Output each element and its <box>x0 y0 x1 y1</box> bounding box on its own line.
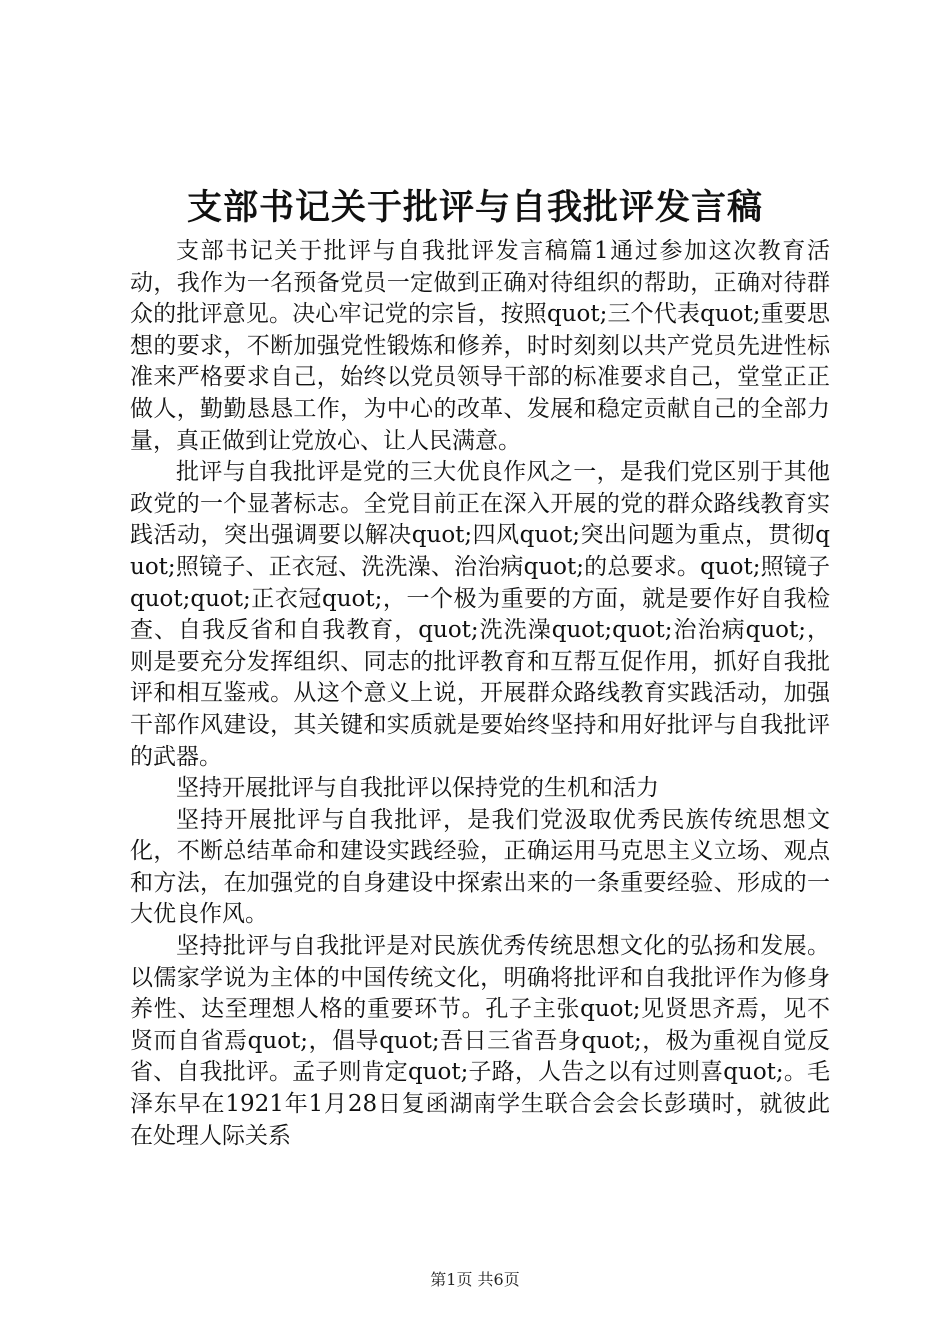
paragraph: 坚持批评与自我批评是对民族优秀传统思想文化的弘扬和发展。以儒家学说为主体的中国传统文化，明确将批评和自我批评作为修身养性、达至理想人格的重要环节。孔子主张quot;见贤思齐焉，见不贤而自省焉quot;，倡导quot;吾日三省吾身quot;，极为重视自觉反省、自我批评。孟子则肯定quot;子路，人告之以有过则喜quot;。毛泽东早在1921年1月28日复函湖南学生联合会会长彭璜时，就彼此在处理人际关系 <box>130 933 830 1149</box>
paragraph: 批评与自我批评是党的三大优良作风之一，是我们党区别于其他政党的一个显著标志。全党目前正在深入开展的党的群众路线教育实践活动，突出强调要以解决quot;四风quot;突出问题为重点，贯彻quot;照镜子、正衣冠、洗洗澡、治治病quot;的总要求。quot;照镜子quot;quot;正衣冠quot;，一个极为重要的方面，就是要作好自我检查、自我反省和自我教育，quot;洗洗澡quot;quot;治治病quot;，则是要充分发挥组织、同志的批评教育和互帮互促作用，抓好自我批评和相互鉴戒。从这个意义上说，开展群众路线教育实践活动，加强干部作风建设，其关键和实质就是要始终坚持和用好批评与自我批评的武器。 <box>130 459 830 770</box>
paragraph: 坚持开展批评与自我批评，是我们党汲取优秀民族传统思想文化，不断总结革命和建设实践经验，正确运用马克思主义立场、观点和方法，在加强党的自身建设中探索出来的一条重要经验、形成的一大优良作风。 <box>130 806 830 928</box>
section-heading: 坚持开展批评与自我批评以保持党的生机和活力 <box>176 775 659 802</box>
page-number-footer: 第1页 共6页 <box>430 1270 520 1289</box>
document-title: 支部书记关于批评与自我批评发言稿 <box>186 187 763 228</box>
document-body <box>130 236 830 1152</box>
paragraph: 支部书记关于批评与自我批评发言稿篇1通过参加这次教育活动，我作为一名预备党员一定做到正确对待组织的帮助，正确对待群众的批评意见。决心牢记党的宗旨，按照quot;三个代表quot;重要思想的要求，不断加强党性锻炼和修养，时时刻刻以共产党员先进性标准来严格要求自己，始终以党员领导干部的标准要求自己，堂堂正正做人，勤勤恳恳工作，为中心的改革、发展和稳定贡献自己的全部力量，真正做到让党放心、让人民满意。 <box>130 238 830 454</box>
